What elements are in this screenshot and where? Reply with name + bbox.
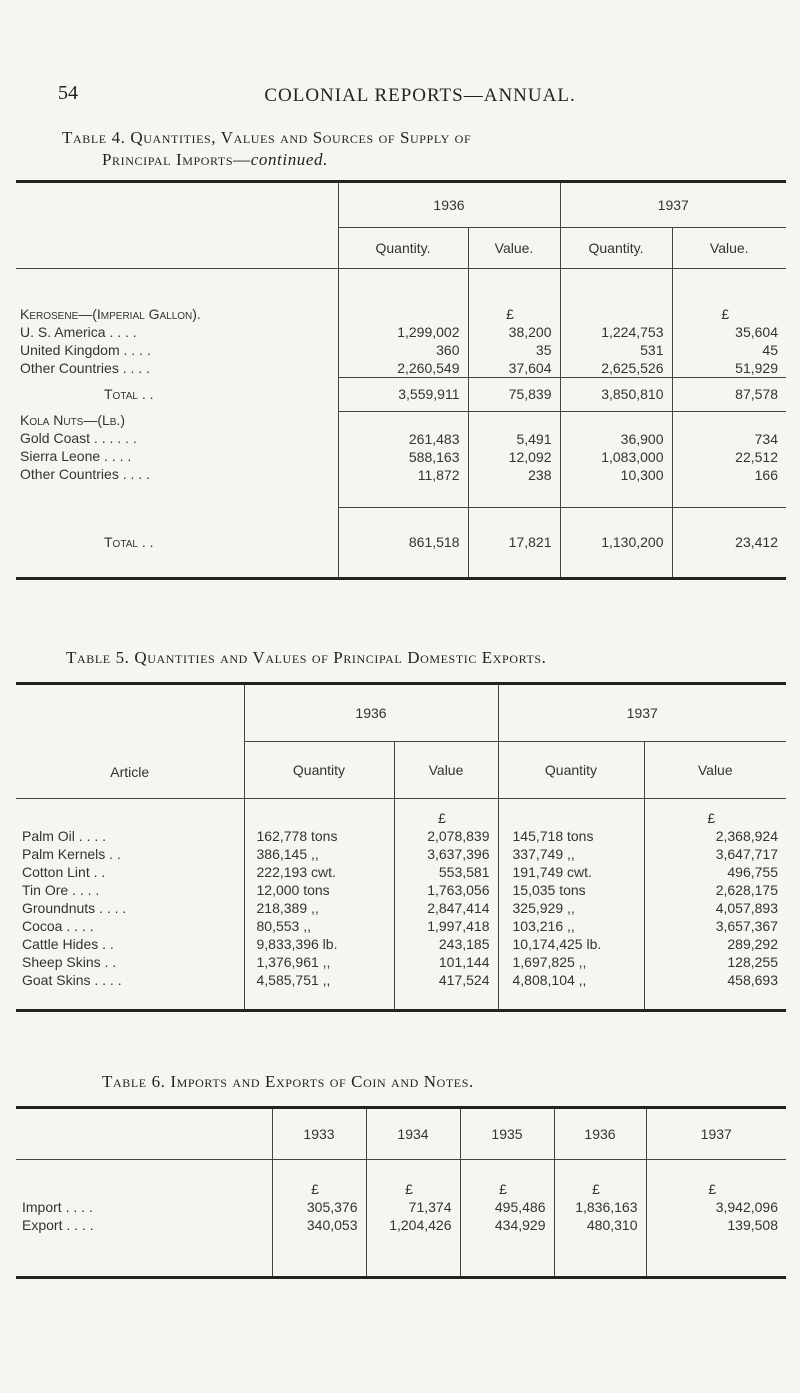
t5-article-header: Article	[16, 684, 244, 799]
kola-total-label: Total . .	[104, 534, 154, 550]
t6-pound-4: £	[708, 1181, 717, 1197]
table4	[16, 180, 786, 580]
kola-v36-1: 12,092	[508, 448, 552, 465]
page-number: 54	[58, 82, 78, 104]
kerosene-q36-0: 1,299,002	[397, 323, 460, 340]
table6-caption: Table 6. Imports and Exports of Coin and Notes.	[102, 1072, 474, 1091]
t5-q37-1: 337,749 ,,	[512, 846, 575, 862]
kerosene-label-1: United Kingdom . . . .	[20, 342, 151, 358]
t6-year-3: 1936	[554, 1108, 646, 1160]
kerosene-v37-0: 35,604	[735, 323, 778, 340]
t6-import-1: 71,374	[408, 1199, 452, 1215]
kola-heading: Kola Nuts—(Lb.)	[20, 412, 126, 428]
t5-v37-6: 289,292	[727, 936, 778, 952]
t6-export-3: 480,310	[586, 1217, 638, 1233]
t5-pound-37: £	[707, 810, 716, 826]
t5-q36-2: 222,193 cwt.	[256, 864, 336, 880]
t5-q37-8: 4,808,104 ,,	[512, 972, 587, 988]
t5-qty36: Quantity	[244, 742, 394, 799]
t6-year-0: 1933	[272, 1108, 366, 1160]
t4-pound-36: £	[506, 305, 514, 322]
t5-v36-6: 243,185	[438, 936, 490, 952]
t5-val37: Value	[644, 742, 786, 799]
table4-caption-line2: Principal Imports—continued.	[102, 150, 328, 169]
running-head: COLONIAL REPORTS—ANNUAL.	[264, 85, 576, 106]
t5-val36: Value	[394, 742, 498, 799]
kola-v37-0: 734	[754, 430, 778, 447]
kola-label-0: Gold Coast . . . . . .	[20, 430, 137, 446]
kerosene-total-q36: 3,559,911	[338, 377, 468, 411]
t6-pound-3: £	[592, 1181, 600, 1197]
t6-import-2: 495,486	[494, 1199, 546, 1215]
t5-year1937: 1937	[498, 684, 786, 742]
table5	[16, 682, 786, 1012]
t5-label-8: Goat Skins . . . .	[22, 972, 122, 988]
t5-label-7: Sheep Skins . .	[22, 954, 117, 970]
kola-v37-1: 22,512	[735, 448, 778, 465]
t5-v36-2: 553,581	[438, 864, 490, 880]
t5-q37-7: 1,697,825 ,,	[512, 954, 587, 970]
t5-v36-7: 101,144	[438, 954, 490, 970]
kerosene-q37-1: 531	[640, 341, 664, 358]
kola-q36-0: 261,483	[408, 430, 460, 447]
kerosene-v37-2: 51,929	[735, 359, 778, 376]
kola-v36-0: 5,491	[516, 430, 552, 447]
t6-year-1: 1934	[366, 1108, 460, 1160]
t5-year1936: 1936	[244, 684, 498, 742]
kerosene-q36-2: 2,260,549	[397, 359, 460, 376]
kola-label-2: Other Countries . . . .	[20, 466, 150, 482]
t5-v37-5: 3,657,367	[715, 918, 778, 934]
t6-year-4: 1937	[646, 1108, 786, 1160]
t6-import-0: 305,376	[306, 1199, 358, 1215]
t5-qty37: Quantity	[498, 742, 644, 799]
t4-val37: Value.	[672, 228, 786, 269]
kola-total-v37: 23,412	[672, 507, 786, 579]
kerosene-total-q37: 3,850,810	[560, 377, 672, 411]
t6-export-0: 340,053	[306, 1217, 358, 1233]
kerosene-total-v36: 75,839	[468, 377, 560, 411]
t5-q36-1: 386,145 ,,	[256, 846, 319, 862]
t5-label-1: Palm Kernels . .	[22, 846, 121, 862]
t5-label-6: Cattle Hides . .	[22, 936, 114, 952]
kerosene-v36-1: 35	[535, 341, 552, 358]
t5-label-0: Palm Oil . . . .	[22, 828, 107, 844]
kerosene-q36-1: 360	[436, 341, 460, 358]
t5-v36-1: 3,637,396	[427, 846, 490, 862]
t5-v37-3: 2,628,175	[715, 882, 778, 898]
kola-total-q37: 1,130,200	[560, 507, 672, 579]
t5-v37-1: 3,647,717	[715, 846, 778, 862]
table6	[16, 1106, 786, 1279]
t6-export-2: 434,929	[494, 1217, 546, 1233]
t6-pound-0: £	[311, 1181, 319, 1197]
t5-q36-8: 4,585,751 ,,	[256, 972, 331, 988]
t6-import-4: 3,942,096	[715, 1199, 778, 1215]
t6-label-export: Export . . . .	[22, 1217, 94, 1233]
kola-q36-2: 11,872	[417, 466, 460, 483]
t5-v36-5: 1,997,418	[427, 918, 490, 934]
kola-q37-1: 1,083,000	[601, 448, 664, 465]
kerosene-heading: Kerosene—(Imperial Gallon).	[20, 306, 201, 322]
kola-total-v36: 17,821	[468, 507, 560, 579]
t5-v37-7: 128,255	[727, 954, 778, 970]
t4-year1937: 1937	[560, 182, 786, 228]
t5-v37-0: 2,368,924	[715, 828, 778, 844]
t4-kerosene-block	[16, 269, 338, 378]
t6-pound-2: £	[499, 1181, 507, 1197]
kerosene-q37-2: 2,625,526	[601, 359, 664, 376]
t5-pound-36: £	[438, 810, 446, 826]
t5-label-5: Cocoa . . . .	[22, 918, 94, 934]
kola-v36-2: 238	[528, 466, 552, 483]
t5-q36-7: 1,376,961 ,,	[256, 954, 331, 970]
t5-v37-2: 496,755	[727, 864, 778, 880]
t5-v36-8: 417,524	[438, 972, 490, 988]
t6-import-3: 1,836,163	[575, 1199, 638, 1215]
t4-qty37: Quantity.	[560, 228, 672, 269]
t5-q37-2: 191,749 cwt.	[512, 864, 592, 880]
kola-q37-0: 36,900	[620, 430, 664, 447]
t5-q37-3: 15,035 tons	[512, 882, 586, 898]
t4-qty36: Quantity.	[338, 228, 468, 269]
t5-q37-6: 10,174,425 lb.	[512, 936, 602, 952]
t5-label-4: Groundnuts . . . .	[22, 900, 127, 916]
kola-v37-2: 166	[754, 466, 778, 483]
t5-q36-6: 9,833,396 lb.	[256, 936, 338, 952]
t6-year-2: 1935	[460, 1108, 554, 1160]
t5-v36-3: 1,763,056	[427, 882, 490, 898]
t6-export-1: 1,204,426	[389, 1217, 452, 1233]
t6-export-4: 139,508	[727, 1217, 778, 1233]
kerosene-label-2: Other Countries . . . .	[20, 360, 150, 376]
kola-label-1: Sierra Leone . . . .	[20, 448, 132, 464]
t4-pound-37: £	[721, 305, 730, 322]
kerosene-total-label: Total . .	[104, 386, 154, 402]
t5-q36-0: 162,778 tons	[256, 828, 338, 844]
kerosene-label-0: U. S. America . . . .	[20, 324, 137, 340]
kerosene-v36-2: 37,604	[508, 359, 552, 376]
t5-q37-0: 145,718 tons	[512, 828, 594, 844]
table4-caption-line1: Table 4. Quantities, Values and Sources of Supply of	[62, 128, 472, 147]
t5-q37-4: 325,929 ,,	[512, 900, 575, 916]
kola-total-q36: 861,518	[338, 507, 468, 579]
t5-v36-4: 2,847,414	[427, 900, 490, 916]
t5-v37-8: 458,693	[727, 972, 778, 988]
t5-v36-0: 2,078,839	[427, 828, 490, 844]
t6-pound-1: £	[405, 1181, 413, 1197]
t5-q36-3: 12,000 tons	[256, 882, 330, 898]
t5-q36-5: 80,553 ,,	[256, 918, 311, 934]
kerosene-total-v37: 87,578	[672, 377, 786, 411]
kola-q36-1: 588,163	[408, 448, 460, 465]
t5-v37-4: 4,057,893	[715, 900, 778, 916]
kerosene-v37-1: 45	[762, 341, 778, 358]
table5-caption: Table 5. Quantities and Values of Principal Domestic Exports.	[66, 648, 547, 667]
t5-q36-4: 218,389 ,,	[256, 900, 319, 916]
kerosene-q37-0: 1,224,753	[601, 323, 664, 340]
t5-q37-5: 103,216 ,,	[512, 918, 575, 934]
kola-q37-2: 10,300	[620, 466, 664, 483]
t4-year1936: 1936	[338, 182, 560, 228]
t6-label-import: Import . . . .	[22, 1199, 93, 1215]
t5-label-2: Cotton Lint . .	[22, 864, 106, 880]
t5-label-3: Tin Ore . . . .	[22, 882, 100, 898]
kerosene-v36-0: 38,200	[508, 323, 552, 340]
t4-val36: Value.	[468, 228, 560, 269]
